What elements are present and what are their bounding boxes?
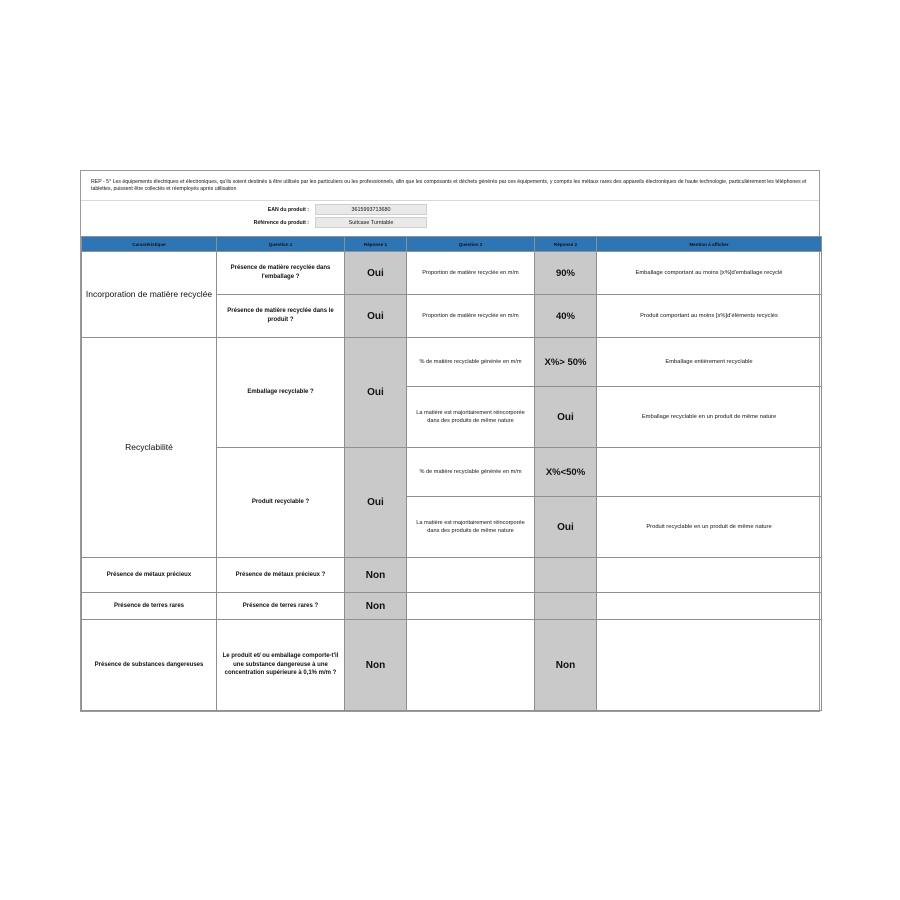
identification-row-reference [81,217,819,228]
col-header-mention: Mention à afficher [597,237,822,252]
ean-label: EAN du produit : [267,206,309,213]
characteristics-table [81,236,822,711]
cell-mention-r7 [597,593,822,620]
cell-question2-r1: Proportion de matière recyclée en m/m [407,295,535,338]
cell-question2-r8 [407,620,535,711]
col-header-reponse2: Réponse 2 [535,237,597,252]
rep-declaration-sheet [80,170,820,712]
table-row [82,338,822,387]
cell-question2-r6 [407,558,535,593]
cell-caracteristique-substances-dangereuses: Présence de substances dangereuses [82,620,217,711]
cell-caracteristique-incorporation: Incorporation de matière recyclée [82,252,217,338]
table-row [82,593,822,620]
cell-question1-r0: Présence de matière recyclée dans l'emballage ? [217,252,345,295]
identification-row-ean [81,204,819,215]
cell-question2-r3: La matière est majoritairement réincorporée dans des produits de même nature [407,387,535,448]
table-row [82,252,822,295]
cell-question2-r4: % de matière recyclable générée en m/m [407,448,535,497]
cell-question2-r2: % de matière recyclable générée en m/m [407,338,535,387]
cell-reponse2-r6[interactable] [535,558,597,593]
cell-reponse1-r2[interactable]: Oui [345,338,407,448]
reference-value[interactable]: Suitcase Turntable [315,217,427,228]
cell-question1-r6: Présence de métaux précieux ? [217,558,345,593]
cell-reponse2-r1[interactable]: 40% [535,295,597,338]
cell-question1-r4: Produit recyclable ? [217,448,345,558]
reference-label: Référence du produit : [253,219,309,226]
cell-caracteristique-metaux-precieux: Présence de métaux précieux [82,558,217,593]
cell-reponse2-r4[interactable]: X%<50% [535,448,597,497]
cell-reponse2-r2[interactable]: X%> 50% [535,338,597,387]
cell-reponse2-r3[interactable]: Oui [535,387,597,448]
cell-question1-r7: Présence de terres rares ? [217,593,345,620]
col-header-caracteristique: Caractéristique [82,237,217,252]
table-row [82,558,822,593]
cell-mention-r2: Emballage entièrement recyclable [597,338,822,387]
cell-reponse2-r5[interactable]: Oui [535,497,597,558]
ean-value[interactable]: 3615993713680 [315,204,427,215]
cell-reponse1-r4[interactable]: Oui [345,448,407,558]
cell-reponse1-r7[interactable]: Non [345,593,407,620]
cell-reponse2-r7[interactable] [535,593,597,620]
intro-paragraph: REP - 5° Les équipements électriques et électroniques, qu'ils soient destinés à être utilisés par les particuliers ou les professionnels, afin que les composants et déchets générés par ces équipements, y compris les métaux rares des appareils électroniques de haute technologie, particulièrement les téléphones et tablettes, puissent être collectés et réemployés après utilisation [81,171,819,201]
cell-reponse1-r8[interactable]: Non [345,620,407,711]
cell-reponse1-r6[interactable]: Non [345,558,407,593]
col-header-question1: Question 1 [217,237,345,252]
cell-reponse1-r0[interactable]: Oui [345,252,407,295]
cell-mention-r4 [597,448,822,497]
col-header-question2: Question 2 [407,237,535,252]
cell-question2-r0: Proportion de matière recyclée en m/m [407,252,535,295]
cell-reponse2-r8[interactable]: Non [535,620,597,711]
cell-question1-r8: Le produit et/ ou emballage comporte-t'il une substance dangereuse à une concentration supérieure à 0,1% m/m ? [217,620,345,711]
table-header-row [82,237,822,252]
cell-question2-r5: La matière est majoritairement réincorporée dans des produits de même nature [407,497,535,558]
cell-caracteristique-recyclabilite: Recyclabilité [82,338,217,558]
cell-caracteristique-terres-rares: Présence de terres rares [82,593,217,620]
product-identification-block [81,201,819,236]
cell-mention-r5: Produit recyclable en un produit de même nature [597,497,822,558]
cell-reponse1-r1[interactable]: Oui [345,295,407,338]
cell-mention-r1: Produit comportant au moins [x%]d'éléments recyclés [597,295,822,338]
cell-question2-r7 [407,593,535,620]
cell-mention-r8 [597,620,822,711]
cell-question1-r1: Présence de matière recyclée dans le produit ? [217,295,345,338]
table-row [82,620,822,711]
cell-question1-r2: Emballage recyclable ? [217,338,345,448]
cell-reponse2-r0[interactable]: 90% [535,252,597,295]
cell-mention-r6 [597,558,822,593]
cell-mention-r0: Emballage comportant au moins [x%]d'emballage recyclé [597,252,822,295]
cell-mention-r3: Emballage recyclable en un produit de même nature [597,387,822,448]
col-header-reponse1: Réponse 1 [345,237,407,252]
